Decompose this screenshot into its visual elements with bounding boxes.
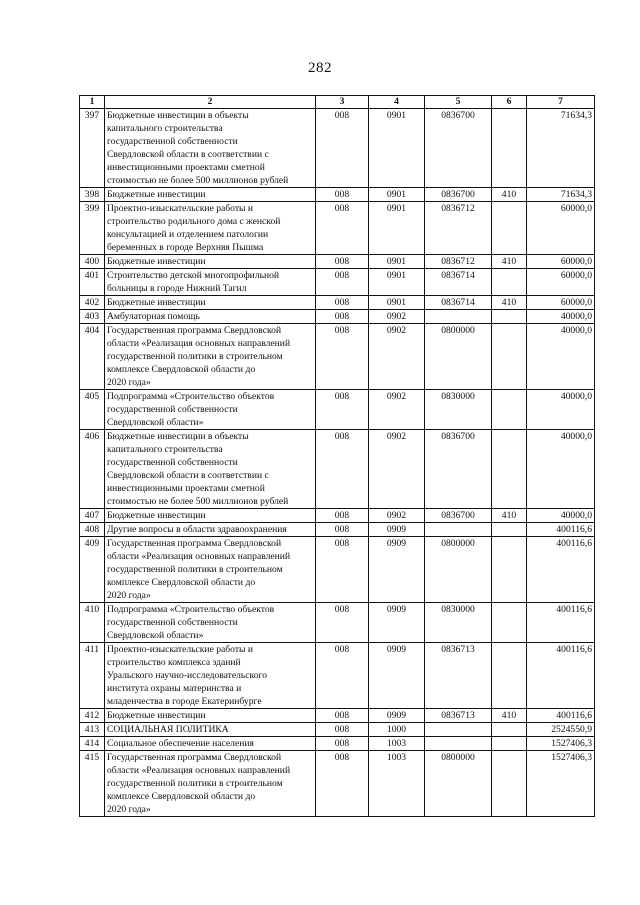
row-col-3: 008: [316, 430, 369, 509]
row-col-3: 008: [316, 324, 369, 390]
row-number: 404: [80, 324, 105, 390]
row-col-6: 410: [492, 188, 527, 202]
table-row: [80, 709, 595, 723]
row-name: Бюджетные инвестиции: [105, 509, 316, 523]
row-col-5: 0836713: [425, 643, 492, 709]
table-row: [80, 390, 595, 430]
row-col-6: [492, 324, 527, 390]
row-col-3: 008: [316, 603, 369, 643]
row-col-6: [492, 537, 527, 603]
row-col-4: 0909: [369, 643, 425, 709]
row-col-3: 008: [316, 269, 369, 296]
row-col-6: [492, 643, 527, 709]
row-amount: 1527406,3: [527, 737, 595, 751]
row-col-4: 0909: [369, 709, 425, 723]
row-col-5: 0836700: [425, 109, 492, 188]
header-col-1: 1: [80, 96, 105, 109]
table-row: [80, 509, 595, 523]
row-col-5: [425, 310, 492, 324]
table-row: [80, 255, 595, 269]
row-col-5: 0836714: [425, 296, 492, 310]
row-name: Подпрограмма «Строительство объектов государственной собственности Свердловской области»: [105, 390, 316, 430]
row-col-6: [492, 523, 527, 537]
header-col-4: 4: [369, 96, 425, 109]
row-col-6: [492, 430, 527, 509]
row-col-3: 008: [316, 296, 369, 310]
row-name: Бюджетные инвестиции: [105, 296, 316, 310]
table-body: [80, 109, 595, 817]
row-amount: 60000,0: [527, 296, 595, 310]
row-col-3: 008: [316, 202, 369, 255]
row-col-4: 0902: [369, 310, 425, 324]
row-col-3: 008: [316, 523, 369, 537]
row-col-4: 1003: [369, 751, 425, 817]
row-col-3: 008: [316, 537, 369, 603]
row-number: 410: [80, 603, 105, 643]
header-col-5: 5: [425, 96, 492, 109]
table-row: [80, 603, 595, 643]
table-row: [80, 269, 595, 296]
row-col-4: 0901: [369, 255, 425, 269]
row-amount: 400116,6: [527, 603, 595, 643]
row-name: Амбулаторная помощь: [105, 310, 316, 324]
table-row: [80, 723, 595, 737]
row-col-4: 1003: [369, 737, 425, 751]
table-row: [80, 537, 595, 603]
row-name: Проектно-изыскательские работы и строительство комплекса зданий Уральского научно-исследовательского института охраны материнства и младенчества в городе Екатеринбурге: [105, 643, 316, 709]
row-amount: 40000,0: [527, 310, 595, 324]
row-amount: 400116,6: [527, 709, 595, 723]
row-col-3: 008: [316, 751, 369, 817]
row-amount: 40000,0: [527, 390, 595, 430]
row-col-6: [492, 737, 527, 751]
header-col-6: 6: [492, 96, 527, 109]
row-name: СОЦИАЛЬНАЯ ПОЛИТИКА: [105, 723, 316, 737]
header-col-3: 3: [316, 96, 369, 109]
row-amount: 2524550,9: [527, 723, 595, 737]
row-col-5: 0836712: [425, 255, 492, 269]
row-col-6: [492, 310, 527, 324]
row-col-6: [492, 269, 527, 296]
row-col-5: [425, 723, 492, 737]
row-col-6: 410: [492, 509, 527, 523]
row-number: 397: [80, 109, 105, 188]
row-col-3: 008: [316, 390, 369, 430]
row-name: Государственная программа Свердловской области «Реализация основных направлений государственной политики в строительном комплексе Свердловской области до 2020 года»: [105, 324, 316, 390]
row-col-6: [492, 603, 527, 643]
row-number: 413: [80, 723, 105, 737]
table-row: [80, 737, 595, 751]
row-name: Бюджетные инвестиции: [105, 709, 316, 723]
table-row: [80, 310, 595, 324]
row-number: 401: [80, 269, 105, 296]
row-col-5: 0836700: [425, 430, 492, 509]
table-row: [80, 202, 595, 255]
table-row: [80, 109, 595, 188]
row-amount: 1527406,3: [527, 751, 595, 817]
row-col-5: 0836712: [425, 202, 492, 255]
row-col-6: [492, 751, 527, 817]
row-col-4: 0901: [369, 202, 425, 255]
page-number: 282: [308, 60, 332, 76]
row-col-5: [425, 523, 492, 537]
row-name: Государственная программа Свердловской области «Реализация основных направлений государственной политики в строительном комплексе Свердловской области до 2020 года»: [105, 537, 316, 603]
row-name: Социальное обеспечение населения: [105, 737, 316, 751]
row-col-6: [492, 723, 527, 737]
row-col-4: 0902: [369, 324, 425, 390]
row-col-3: 008: [316, 109, 369, 188]
row-col-6: 410: [492, 709, 527, 723]
row-name: Бюджетные инвестиции: [105, 255, 316, 269]
row-col-4: 0901: [369, 188, 425, 202]
row-number: 408: [80, 523, 105, 537]
row-col-3: 008: [316, 509, 369, 523]
row-amount: 400116,6: [527, 523, 595, 537]
row-col-5: 0836700: [425, 188, 492, 202]
row-number: 414: [80, 737, 105, 751]
row-amount: 60000,0: [527, 269, 595, 296]
row-amount: 40000,0: [527, 509, 595, 523]
row-number: 411: [80, 643, 105, 709]
row-col-4: 0902: [369, 430, 425, 509]
row-number: 400: [80, 255, 105, 269]
table-header-row: [80, 96, 595, 109]
row-col-5: 0836714: [425, 269, 492, 296]
row-number: 405: [80, 390, 105, 430]
row-amount: 60000,0: [527, 255, 595, 269]
row-amount: 40000,0: [527, 324, 595, 390]
row-col-3: 008: [316, 188, 369, 202]
table-row: [80, 188, 595, 202]
row-amount: 71634,3: [527, 188, 595, 202]
row-number: 412: [80, 709, 105, 723]
row-amount: 40000,0: [527, 430, 595, 509]
row-col-5: 0836700: [425, 509, 492, 523]
row-col-5: 0830000: [425, 390, 492, 430]
table-row: [80, 296, 595, 310]
row-col-6: 410: [492, 296, 527, 310]
row-col-4: 0902: [369, 390, 425, 430]
row-name: Бюджетные инвестиции в объекты капитального строительства государственной собственности Свердловской области в соответствии с инвестиционными проектами сметной стоимостью не более 500 миллионов рублей: [105, 109, 316, 188]
row-col-5: 0800000: [425, 751, 492, 817]
row-col-4: 0902: [369, 509, 425, 523]
row-col-3: 008: [316, 737, 369, 751]
row-col-3: 008: [316, 643, 369, 709]
row-number: 407: [80, 509, 105, 523]
row-amount: 400116,6: [527, 643, 595, 709]
row-number: 415: [80, 751, 105, 817]
row-name: Строительство детской многопрофильной больницы в городе Нижний Тагил: [105, 269, 316, 296]
row-col-4: 0901: [369, 269, 425, 296]
row-col-3: 008: [316, 255, 369, 269]
row-col-3: 008: [316, 709, 369, 723]
row-name: Другие вопросы в области здравоохранения: [105, 523, 316, 537]
row-col-6: [492, 390, 527, 430]
row-col-6: [492, 109, 527, 188]
table-row: [80, 324, 595, 390]
row-number: 406: [80, 430, 105, 509]
row-name: Бюджетные инвестиции: [105, 188, 316, 202]
row-col-5: 0800000: [425, 537, 492, 603]
table-row: [80, 643, 595, 709]
table-row: [80, 751, 595, 817]
row-amount: 71634,3: [527, 109, 595, 188]
row-amount: 400116,6: [527, 537, 595, 603]
row-number: 399: [80, 202, 105, 255]
row-name: Бюджетные инвестиции в объекты капитального строительства государственной собственности Свердловской области в соответствии с инвестиционными проектами сметной стоимостью не более 500 миллионов рублей: [105, 430, 316, 509]
row-number: 398: [80, 188, 105, 202]
row-col-5: 0830000: [425, 603, 492, 643]
row-number: 403: [80, 310, 105, 324]
row-col-4: 1000: [369, 723, 425, 737]
budget-table: [79, 95, 595, 817]
row-amount: 60000,0: [527, 202, 595, 255]
row-col-6: 410: [492, 255, 527, 269]
table-row: [80, 523, 595, 537]
header-col-7: 7: [527, 96, 595, 109]
row-col-4: 0909: [369, 537, 425, 603]
row-col-4: 0901: [369, 296, 425, 310]
row-number: 409: [80, 537, 105, 603]
row-name: Проектно-изыскательские работы и строительство родильного дома с женской консультацией и отделением патологии беременных в городе Верхняя Пышма: [105, 202, 316, 255]
row-col-4: 0909: [369, 603, 425, 643]
row-col-5: 0836713: [425, 709, 492, 723]
row-col-4: 0901: [369, 109, 425, 188]
row-col-5: 0800000: [425, 324, 492, 390]
row-col-4: 0909: [369, 523, 425, 537]
row-name: Подпрограмма «Строительство объектов государственной собственности Свердловской области»: [105, 603, 316, 643]
row-number: 402: [80, 296, 105, 310]
row-col-3: 008: [316, 310, 369, 324]
row-col-3: 008: [316, 723, 369, 737]
row-name: Государственная программа Свердловской области «Реализация основных направлений государственной политики в строительном комплексе Свердловской области до 2020 года»: [105, 751, 316, 817]
row-col-6: [492, 202, 527, 255]
table-row: [80, 430, 595, 509]
row-col-5: [425, 737, 492, 751]
header-col-2: 2: [105, 96, 316, 109]
